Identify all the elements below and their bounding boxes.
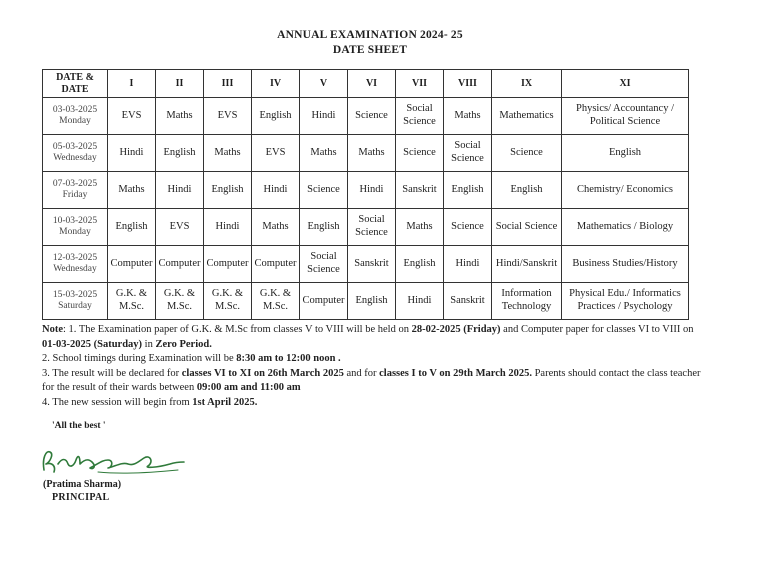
note-text: : 1. The Examination paper of G.K. & M.Sc from classes V to VIII will be held on <box>63 324 412 335</box>
date-cell <box>43 283 108 320</box>
note-2 <box>42 352 702 367</box>
note-3 <box>42 367 702 396</box>
subject-cell: English <box>562 135 689 172</box>
column-header: V <box>300 70 348 98</box>
subject-cell: G.K. & M.Sc. <box>108 283 156 320</box>
subject-cell: Maths <box>156 98 204 135</box>
note-emphasis: classes VI to XI on 26th March 2025 <box>181 367 344 379</box>
note-emphasis: 8:30 am to 12:00 noon . <box>236 353 341 365</box>
subject-cell: G.K. & M.Sc. <box>252 283 300 320</box>
subject-cell: Hindi <box>300 98 348 135</box>
table-row <box>43 98 689 135</box>
subject-cell: G.K. & M.Sc. <box>204 283 252 320</box>
subject-cell: English <box>108 209 156 246</box>
notes-section <box>42 323 702 411</box>
subject-cell: Science <box>444 209 492 246</box>
subject-cell: Maths <box>396 209 444 246</box>
note-1 <box>42 323 702 352</box>
subject-cell: Computer <box>252 246 300 283</box>
column-header: IV <box>252 70 300 98</box>
subject-cell: Maths <box>108 172 156 209</box>
subject-cell: Hindi <box>444 246 492 283</box>
subject-cell: Social Science <box>348 209 396 246</box>
subject-cell: G.K. & M.Sc. <box>156 283 204 320</box>
column-header: I <box>108 70 156 98</box>
note-text: and Computer paper for classes VI to VIII on <box>500 324 694 335</box>
note-text: Parents should contact the class teacher for the result of their wards between <box>42 367 701 394</box>
note-emphasis: Zero Period. <box>155 338 212 350</box>
subject-cell: English <box>348 283 396 320</box>
subject-cell: Maths <box>204 135 252 172</box>
exam-day: Wednesday <box>53 153 97 163</box>
subject-cell: Social Science <box>492 209 562 246</box>
note-emphasis: 1st April 2025. <box>192 396 258 408</box>
subject-cell: Maths <box>300 135 348 172</box>
column-header: VII <box>396 70 444 98</box>
subject-cell: Hindi/Sanskrit <box>492 246 562 283</box>
exam-day: Monday <box>59 116 91 126</box>
subject-cell: Computer <box>300 283 348 320</box>
note-text: 4. The new session will begin from <box>42 396 193 408</box>
table-row <box>43 172 689 209</box>
subject-cell: Maths <box>444 98 492 135</box>
note-text: and for <box>343 367 380 379</box>
exam-date: 15-03-2025 <box>52 289 98 300</box>
subject-cell: English <box>252 98 300 135</box>
subject-cell: Sanskrit <box>444 283 492 320</box>
exam-day: Wednesday <box>53 264 97 274</box>
column-header: III <box>204 70 252 98</box>
subject-cell: EVS <box>108 98 156 135</box>
date-sheet-heading: DATE SHEET <box>332 44 408 56</box>
exam-day: Monday <box>59 227 91 237</box>
column-header: VIII <box>444 70 492 98</box>
subject-cell: Mathematics / Biology <box>562 209 689 246</box>
subject-cell: Chemistry/ Economics <box>562 172 689 209</box>
note-emphasis: 09:00 am and 11:00 am <box>196 382 301 394</box>
subject-cell: Computer <box>204 246 252 283</box>
principal-name: (Pratima Sharma) <box>43 479 122 490</box>
table-row <box>43 135 689 172</box>
column-header: XI <box>562 70 689 98</box>
table-row <box>43 246 689 283</box>
subject-cell: Hindi <box>204 209 252 246</box>
exam-date: 03-03-2025 <box>52 104 98 115</box>
column-header: IX <box>492 70 562 98</box>
subject-cell: EVS <box>204 98 252 135</box>
date-cell <box>43 172 108 209</box>
subject-cell: Physical Edu./ Informatics Practices / Psychology <box>562 283 689 320</box>
principal-designation: PRINCIPAL <box>52 492 110 503</box>
column-header: DATE & DATE <box>43 70 108 98</box>
subject-cell: Information Technology <box>492 283 562 320</box>
exam-date: 12-03-2025 <box>52 252 98 263</box>
signature-icon <box>38 440 188 480</box>
note-text: in <box>142 338 156 350</box>
date-cell <box>43 98 108 135</box>
subject-cell: Maths <box>348 135 396 172</box>
subject-cell: Mathematics <box>492 98 562 135</box>
all-the-best: 'All the best ' <box>52 421 106 431</box>
column-header: VI <box>348 70 396 98</box>
subject-cell: Hindi <box>348 172 396 209</box>
subject-cell: Science <box>348 98 396 135</box>
subject-cell: Science <box>492 135 562 172</box>
note-emphasis: 28-02-2025 (Friday) <box>411 324 501 335</box>
table-header-row <box>43 70 689 98</box>
exam-date: 10-03-2025 <box>52 215 98 226</box>
date-cell <box>43 246 108 283</box>
subject-cell: Hindi <box>156 172 204 209</box>
exam-date: 05-03-2025 <box>52 141 98 152</box>
subject-cell: Sanskrit <box>348 246 396 283</box>
subject-cell: EVS <box>156 209 204 246</box>
exam-title: ANNUAL EXAMINATION 2024- 25 <box>277 29 463 41</box>
subject-cell: English <box>204 172 252 209</box>
subject-cell: EVS <box>252 135 300 172</box>
exam-date: 07-03-2025 <box>52 178 98 189</box>
subject-cell: Hindi <box>108 135 156 172</box>
subject-cell: Hindi <box>396 283 444 320</box>
table-row <box>43 283 689 320</box>
date-sheet-table <box>42 69 689 320</box>
column-header: II <box>156 70 204 98</box>
note-label: Note <box>42 324 63 335</box>
subject-cell: Computer <box>156 246 204 283</box>
subject-cell: Social Science <box>396 98 444 135</box>
subject-cell: Science <box>300 172 348 209</box>
date-cell <box>43 135 108 172</box>
subject-cell: Sanskrit <box>396 172 444 209</box>
note-4 <box>42 396 702 411</box>
subject-cell: Social Science <box>444 135 492 172</box>
date-cell <box>43 209 108 246</box>
subject-cell: English <box>300 209 348 246</box>
subject-cell: Maths <box>252 209 300 246</box>
note-emphasis: classes I to V on 29th March 2025. <box>379 367 532 379</box>
subject-cell: Business Studies/History <box>562 246 689 283</box>
subject-cell: English <box>156 135 204 172</box>
note-emphasis: 01-03-2025 (Saturday) <box>42 338 143 350</box>
subject-cell: Science <box>396 135 444 172</box>
note-text: 3. The result will be declared for <box>42 367 182 379</box>
exam-day: Saturday <box>58 301 92 311</box>
subject-cell: English <box>444 172 492 209</box>
exam-day: Friday <box>62 190 88 200</box>
subject-cell: Hindi <box>252 172 300 209</box>
subject-cell: English <box>396 246 444 283</box>
subject-cell: English <box>492 172 562 209</box>
note-text: 2. School timings during Examination will be <box>42 353 237 365</box>
subject-cell: Computer <box>108 246 156 283</box>
subject-cell: Physics/ Accountancy / Political Science <box>562 98 689 135</box>
table-row <box>43 209 689 246</box>
subject-cell: Social Science <box>300 246 348 283</box>
